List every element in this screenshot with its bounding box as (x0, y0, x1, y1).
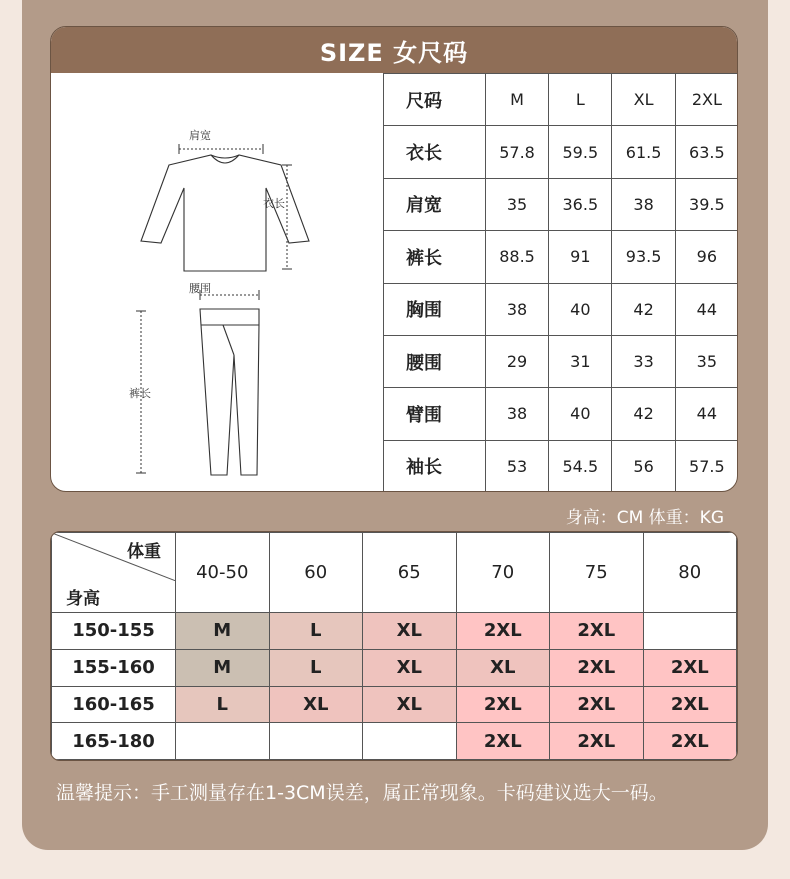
table-header-row (384, 74, 739, 126)
table-cell: 93.5 (612, 231, 675, 283)
table-cell: 57.5 (675, 440, 738, 492)
weight-header: 75 (550, 533, 644, 613)
header-cell: L (549, 74, 612, 126)
measurement-tip: 温馨提示：手工测量存在1-3CM误差，属正常现象。卡码建议选大一码。 (56, 782, 668, 804)
table-cell: 44 (675, 388, 738, 440)
size-cell (643, 613, 737, 650)
height-row (52, 613, 737, 650)
table-cell: 88.5 (485, 231, 548, 283)
size-cell: 2XL (643, 723, 737, 760)
size-cell: 2XL (550, 686, 644, 723)
shoulder-label: 肩宽 (189, 129, 211, 142)
size-cell: L (269, 649, 363, 686)
table-cell: 54.5 (549, 440, 612, 492)
table-cell: 40 (549, 283, 612, 335)
table-cell: 33 (612, 335, 675, 387)
table-cell: 44 (675, 283, 738, 335)
size-cell: 2XL (456, 686, 550, 723)
weight-header: 80 (643, 533, 737, 613)
table-cell: 36.5 (549, 178, 612, 230)
table-cell: 38 (485, 388, 548, 440)
height-row (52, 649, 737, 686)
table-cell: 29 (485, 335, 548, 387)
table-cell: 96 (675, 231, 738, 283)
table-row (384, 178, 739, 230)
table-cell: 40 (549, 388, 612, 440)
table-cell: 56 (612, 440, 675, 492)
garment-illustration (51, 73, 383, 492)
size-recommendation-chart (50, 531, 738, 761)
size-cell: XL (363, 686, 457, 723)
size-cell: 2XL (643, 686, 737, 723)
table-cell: 39.5 (675, 178, 738, 230)
table-cell: 42 (612, 283, 675, 335)
units-note: 身高：CM 体重：KG (565, 508, 724, 528)
size-cell (176, 723, 270, 760)
size-cell (269, 723, 363, 760)
size-cell: M (176, 649, 270, 686)
size-panel (50, 26, 738, 492)
size-cell: 2XL (456, 723, 550, 760)
table-cell: 38 (612, 178, 675, 230)
height-label: 165-180 (52, 723, 176, 760)
table-cell: 59.5 (549, 126, 612, 178)
row-label: 肩宽 (384, 178, 486, 230)
panel-title: SIZE 女尺码 (51, 27, 737, 73)
row-label: 裤长 (384, 231, 486, 283)
size-cell: 2XL (550, 613, 644, 650)
height-label: 150-155 (52, 613, 176, 650)
height-label: 155-160 (52, 649, 176, 686)
table-row (384, 335, 739, 387)
table-cell: 61.5 (612, 126, 675, 178)
size-cell: L (269, 613, 363, 650)
header-cell: 尺码 (384, 74, 486, 126)
corner-height-label: 身高 (66, 589, 100, 610)
weight-header: 65 (363, 533, 457, 613)
height-row (52, 686, 737, 723)
table-cell: 53 (485, 440, 548, 492)
size-cell: L (176, 686, 270, 723)
row-label: 衣长 (384, 126, 486, 178)
weight-header: 60 (269, 533, 363, 613)
size-cell: 2XL (456, 613, 550, 650)
table-cell: 35 (485, 178, 548, 230)
header-cell: M (485, 74, 548, 126)
size-cell: XL (363, 613, 457, 650)
size-cell: 2XL (643, 649, 737, 686)
table-cell: 31 (549, 335, 612, 387)
size-cell: XL (363, 649, 457, 686)
height-row (52, 723, 737, 760)
row-label: 臂围 (384, 388, 486, 440)
header-cell: 2XL (675, 74, 738, 126)
table-cell: 91 (549, 231, 612, 283)
weight-header: 40-50 (176, 533, 270, 613)
size-measure-table (383, 73, 738, 492)
height-label: 160-165 (52, 686, 176, 723)
size-cell: 2XL (550, 649, 644, 686)
size-cell: XL (456, 649, 550, 686)
table-cell: 42 (612, 388, 675, 440)
size-cell: XL (269, 686, 363, 723)
corner-weight-label: 体重 (127, 542, 161, 562)
size-cell: M (176, 613, 270, 650)
pants-length-label: 裤长 (129, 387, 151, 400)
table-cell: 63.5 (675, 126, 738, 178)
table-cell: 38 (485, 283, 548, 335)
waist-label: 腰围 (189, 282, 211, 295)
length-label: 衣长 (263, 197, 285, 210)
table-cell: 35 (675, 335, 738, 387)
table-cell: 57.8 (485, 126, 548, 178)
row-label: 腰围 (384, 335, 486, 387)
table-row (384, 126, 739, 178)
garment-figure (51, 73, 383, 492)
table-row (384, 283, 739, 335)
table-row (384, 440, 739, 492)
row-label: 胸围 (384, 283, 486, 335)
row-label: 袖长 (384, 440, 486, 492)
weight-header-row (52, 533, 737, 613)
table-row (384, 388, 739, 440)
table-row (384, 231, 739, 283)
weight-header: 70 (456, 533, 550, 613)
corner-cell (52, 533, 176, 613)
size-cell: 2XL (550, 723, 644, 760)
recommendation-table (51, 532, 737, 760)
header-cell: XL (612, 74, 675, 126)
size-cell (363, 723, 457, 760)
